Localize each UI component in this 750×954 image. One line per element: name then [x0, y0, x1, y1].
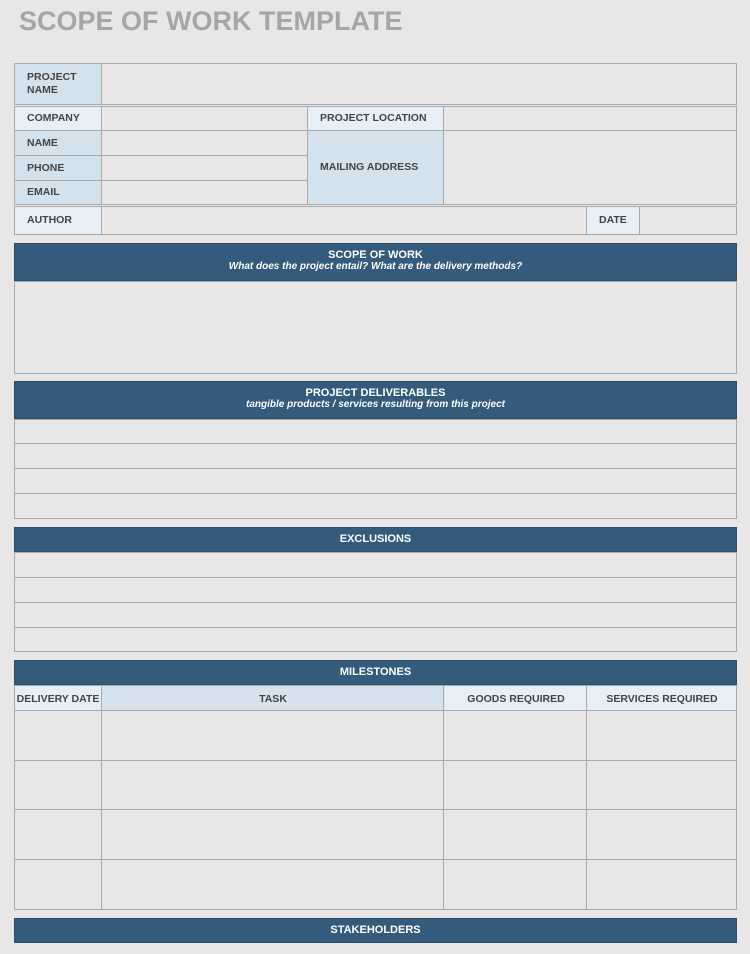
- deliverable-row[interactable]: [15, 420, 736, 443]
- exclusions-header: [14, 527, 737, 552]
- phone-label: PHONE: [15, 156, 101, 180]
- milestone-row[interactable]: [15, 761, 736, 809]
- project-location-field[interactable]: [444, 107, 736, 130]
- project-name-field[interactable]: [102, 64, 736, 104]
- exclusion-row[interactable]: [15, 603, 736, 627]
- column-header-goods-required: GOODS REQUIRED: [445, 686, 587, 711]
- deliverables-subheading: tangible products / services resulting from this project: [246, 399, 505, 410]
- column-header-services-required: SERVICES REQUIRED: [588, 686, 736, 711]
- name-label: NAME: [15, 131, 101, 155]
- email-field[interactable]: [102, 181, 307, 204]
- author-label: AUTHOR: [15, 207, 101, 234]
- scope-of-work-field[interactable]: [14, 281, 737, 374]
- project-name-label: PROJECT NAME: [15, 64, 101, 104]
- email-label: EMAIL: [15, 181, 101, 204]
- company-label: COMPANY: [15, 107, 101, 130]
- scope-of-work-header: [14, 243, 737, 281]
- author-field[interactable]: [102, 207, 586, 234]
- phone-field[interactable]: [102, 156, 307, 180]
- column-header-task: TASK: [102, 686, 444, 711]
- milestone-row[interactable]: [15, 711, 736, 760]
- milestone-row[interactable]: [15, 810, 736, 859]
- milestones-heading: MILESTONES: [339, 666, 412, 678]
- deliverable-row[interactable]: [15, 469, 736, 493]
- project-location-label: PROJECT LOCATION: [308, 107, 443, 130]
- exclusion-row[interactable]: [15, 578, 736, 602]
- date-label: DATE: [587, 207, 639, 234]
- deliverable-row[interactable]: [15, 494, 736, 518]
- name-field[interactable]: [102, 131, 307, 155]
- scope-heading: SCOPE OF WORK: [328, 249, 423, 261]
- company-field[interactable]: [102, 107, 307, 130]
- milestones-header: [14, 660, 737, 685]
- mailing-address-label: MAILING ADDRESS: [308, 131, 443, 204]
- column-header-delivery-date: DELIVERY DATE: [15, 686, 101, 711]
- exclusion-row[interactable]: [15, 628, 736, 651]
- stakeholders-header: [14, 918, 737, 943]
- exclusions-heading: EXCLUSIONS: [339, 533, 412, 545]
- deliverables-header: [14, 381, 737, 419]
- mailing-address-field[interactable]: [444, 131, 736, 204]
- deliverables-heading: PROJECT DELIVERABLES: [305, 387, 446, 399]
- deliverable-row[interactable]: [15, 444, 736, 468]
- page-title: SCOPE OF WORK TEMPLATE: [19, 6, 403, 36]
- exclusion-row[interactable]: [15, 553, 736, 577]
- date-field[interactable]: [640, 207, 736, 234]
- scope-subheading: What does the project entail? What are the delivery methods?: [228, 261, 523, 272]
- milestone-row[interactable]: [15, 860, 736, 909]
- stakeholders-heading: STAKEHOLDERS: [330, 924, 421, 936]
